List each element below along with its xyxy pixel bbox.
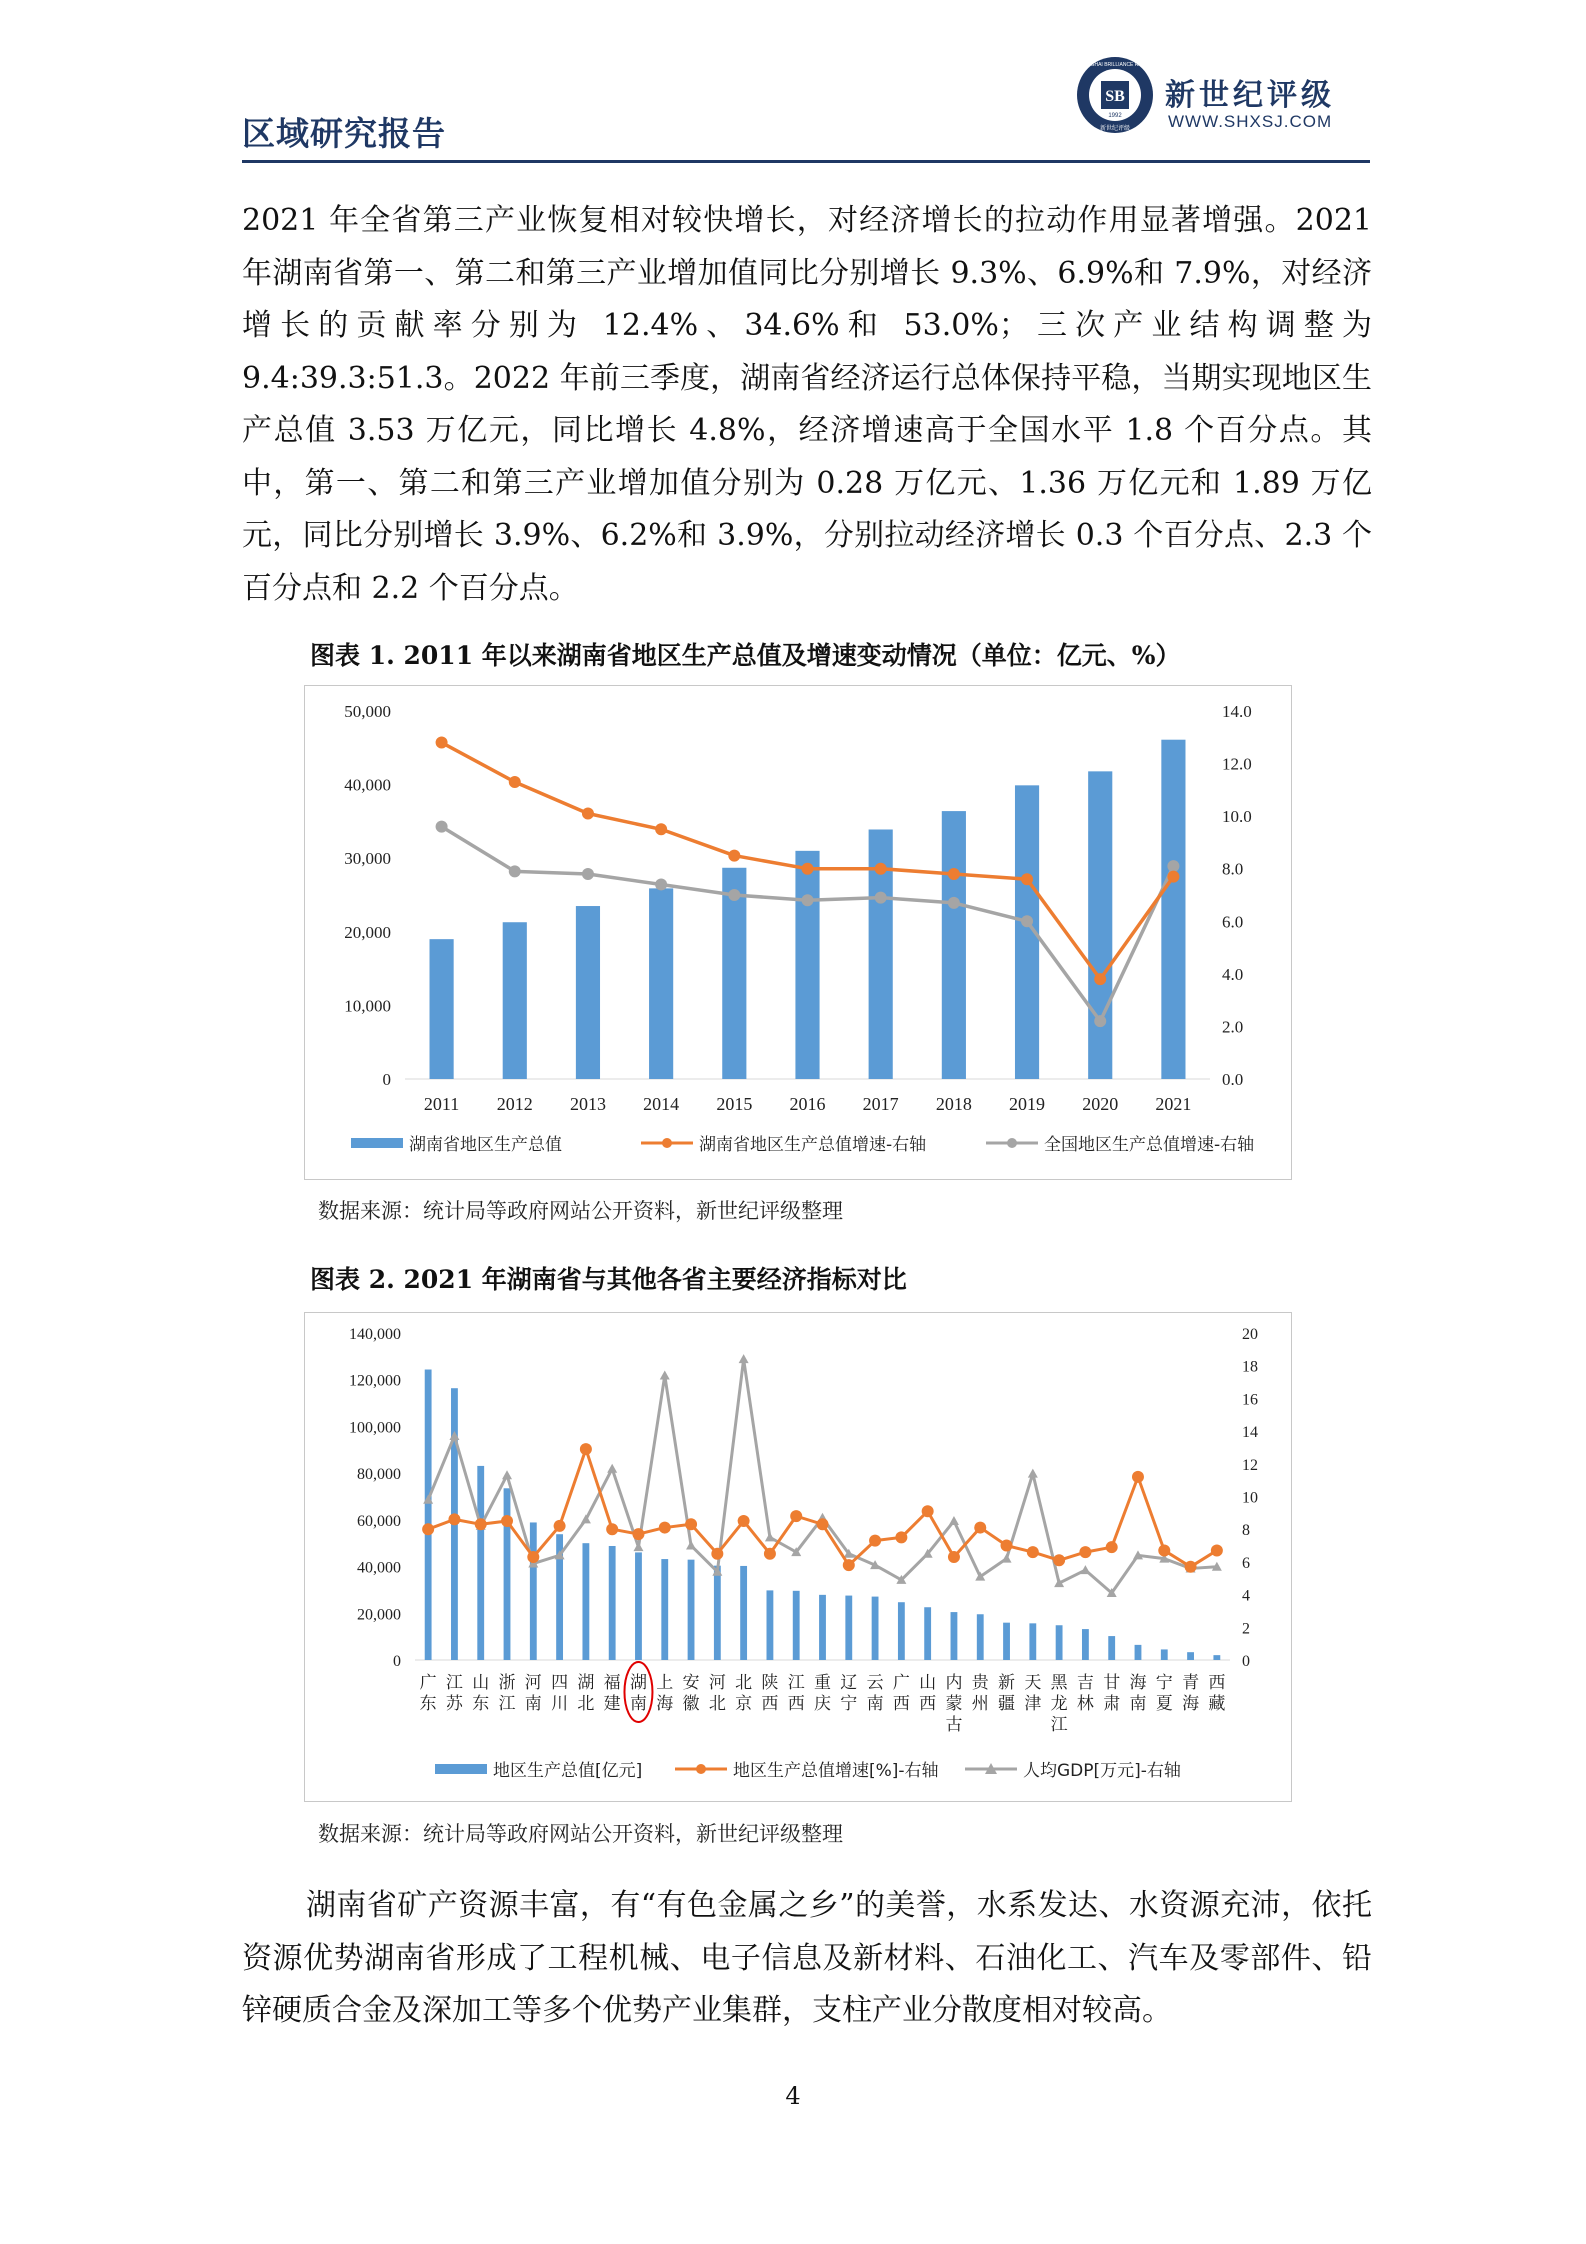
x-category-label: 庆 bbox=[814, 1694, 831, 1714]
series-marker-1-10 bbox=[686, 1541, 696, 1550]
x-category-label: 藏 bbox=[1208, 1694, 1226, 1714]
series-marker-0-8 bbox=[632, 1528, 644, 1540]
x-category-label: 贵 bbox=[971, 1673, 989, 1693]
x-category-label: 西 bbox=[1208, 1673, 1226, 1693]
y-right-tick-label: 4 bbox=[1242, 1587, 1250, 1605]
bar--16 bbox=[845, 1596, 852, 1660]
bar--21 bbox=[977, 1614, 984, 1660]
series-marker-1-10 bbox=[1167, 860, 1179, 872]
bar--0 bbox=[430, 939, 454, 1079]
bar--9 bbox=[1088, 771, 1112, 1079]
y-right-tick-label: 14 bbox=[1242, 1424, 1258, 1442]
x-category-label: 龙 bbox=[1050, 1694, 1068, 1714]
logo-letters: SB bbox=[1105, 88, 1125, 105]
y-left-tick-label: 100,000 bbox=[349, 1419, 401, 1437]
x-category-label: 林 bbox=[1076, 1694, 1094, 1714]
legend-swatch-bar bbox=[435, 1764, 487, 1774]
y-left-tick-label: 20,000 bbox=[344, 922, 391, 942]
series-marker-0-26 bbox=[1106, 1541, 1118, 1553]
y-left-tick-label: 50,000 bbox=[344, 702, 391, 721]
x-category-label: 江 bbox=[445, 1673, 463, 1693]
y-right-tick-label: 14.0 bbox=[1222, 702, 1252, 721]
bar--28 bbox=[1161, 1649, 1168, 1660]
x-category-label: 古 bbox=[945, 1715, 963, 1735]
y-left-tick-label: 60,000 bbox=[357, 1512, 401, 1530]
y-right-tick-label: 6.0 bbox=[1222, 912, 1244, 932]
x-category-label: 江 bbox=[1050, 1715, 1068, 1735]
y-left-tick-label: 30,000 bbox=[344, 849, 391, 869]
series-marker-0-16 bbox=[843, 1559, 855, 1571]
series-marker-1-1 bbox=[509, 865, 521, 877]
x-category-label: 河 bbox=[524, 1673, 542, 1693]
series-marker-1-9 bbox=[1094, 1015, 1106, 1027]
x-category-label: 重 bbox=[814, 1673, 831, 1693]
x-category-label: 津 bbox=[1024, 1694, 1042, 1714]
x-category-label: 海 bbox=[1182, 1694, 1200, 1714]
series-marker-1-6 bbox=[875, 892, 887, 904]
bar--2 bbox=[477, 1466, 484, 1660]
body-paragraph-1: 2021 年全省第三产业恢复相对较快增长，对经济增长的拉动作用显著增强。2021 年湖南省第一、第二和第三产业增加值同比分别增长 9.3%、6.9%和 7.9%，对经济增长的贡献率分别为 12.4%、34.6%和 53.0%；三次产业结构调整为 9.4:39.3:51.3。2022 年前三季度，湖南省经济运行总体保持平稳，当期实现地区生产总值 3.53 万亿元，同比增长 4.8%，经济增速高于全国水平 1.8 个百分点。其中，第一、第二和第三产业增加值分别为 0.28 万亿元、1.36 万亿元和 1.89 万亿元，同比分别增长 3.9%、6.2%和 3.9%，分别拉动经济增长 0.3 个百分点、2.3 个百分点和 2.2 个百分点。 bbox=[242, 203, 1372, 606]
x-category-label: 2012 bbox=[496, 1094, 533, 1114]
series-marker-0-18 bbox=[895, 1531, 907, 1543]
legend-swatch-marker bbox=[662, 1138, 672, 1148]
y-right-tick-label: 20 bbox=[1242, 1326, 1258, 1343]
x-category-label: 2020 bbox=[1082, 1094, 1119, 1114]
series-marker-1-5 bbox=[802, 894, 814, 906]
x-category-label: 北 bbox=[708, 1694, 726, 1714]
bar--20 bbox=[951, 1612, 958, 1660]
x-category-label: 宁 bbox=[840, 1694, 858, 1714]
series-marker-0-8 bbox=[1021, 873, 1033, 885]
series-marker-0-28 bbox=[1158, 1544, 1170, 1556]
x-category-label: 川 bbox=[551, 1694, 569, 1714]
bar--15 bbox=[819, 1595, 826, 1660]
legend-swatch-marker bbox=[1007, 1138, 1017, 1148]
figure-1-source: 数据来源：统计局等政府网站公开资料，新世纪评级整理 bbox=[318, 1199, 843, 1223]
series-marker-0-6 bbox=[875, 863, 887, 875]
y-right-tick-label: 8 bbox=[1242, 1522, 1250, 1540]
series-marker-0-30 bbox=[1211, 1544, 1223, 1556]
x-category-label: 南 bbox=[629, 1694, 647, 1714]
series-marker-0-12 bbox=[738, 1515, 750, 1527]
x-category-label: 西 bbox=[892, 1694, 910, 1714]
brand-url[interactable]: WWW.SHXSJ.COM bbox=[1168, 112, 1333, 131]
series-marker-0-1 bbox=[509, 776, 521, 788]
bar--12 bbox=[740, 1566, 747, 1660]
series-marker-0-11 bbox=[711, 1548, 723, 1560]
x-category-label: 东 bbox=[472, 1694, 490, 1714]
series-marker-1-1 bbox=[449, 1431, 459, 1440]
y-right-tick-label: 4.0 bbox=[1222, 964, 1244, 984]
bar--8 bbox=[635, 1552, 642, 1660]
logo-ring-text: SHANGHAI BRILLIANCE RATING bbox=[1076, 62, 1154, 68]
x-category-label: 陕 bbox=[761, 1673, 779, 1693]
bar--7 bbox=[609, 1546, 616, 1660]
series-marker-0-4 bbox=[527, 1551, 539, 1563]
series-marker-0-24 bbox=[1053, 1554, 1065, 1566]
y-left-tick-label: 0 bbox=[382, 1070, 391, 1089]
x-category-label: 西 bbox=[761, 1694, 779, 1714]
y-right-tick-label: 18 bbox=[1242, 1358, 1258, 1376]
page-number: 4 bbox=[785, 2082, 801, 2110]
series-marker-0-7 bbox=[948, 868, 960, 880]
x-category-label: 西 bbox=[919, 1694, 937, 1714]
bar--30 bbox=[1213, 1655, 1220, 1660]
series-marker-0-2 bbox=[582, 808, 594, 820]
figure-2-chart bbox=[304, 1312, 1292, 1802]
figure-1-title: 图表 1. 2011 年以来湖南省地区生产总值及增速变动情况（单位：亿元、%） bbox=[310, 641, 1181, 670]
series-marker-1-4 bbox=[728, 889, 740, 901]
bar--17 bbox=[872, 1597, 879, 1660]
x-category-label: 2018 bbox=[935, 1094, 972, 1114]
bar--9 bbox=[661, 1559, 668, 1660]
x-category-label: 新 bbox=[998, 1673, 1016, 1693]
series-marker-0-15 bbox=[817, 1518, 829, 1530]
y-left-tick-label: 10,000 bbox=[344, 996, 391, 1016]
x-category-label: 江 bbox=[498, 1694, 516, 1714]
x-category-label: 州 bbox=[971, 1694, 989, 1714]
legend-swatch-bar bbox=[351, 1138, 403, 1148]
bar--5 bbox=[795, 851, 819, 1079]
legend-swatch-marker bbox=[696, 1764, 706, 1774]
x-category-label: 苏 bbox=[445, 1694, 463, 1714]
x-category-label: 青 bbox=[1182, 1673, 1200, 1693]
figure-1-svg bbox=[305, 686, 1293, 1181]
y-right-tick-label: 0 bbox=[1242, 1653, 1250, 1670]
x-category-label: 2017 bbox=[862, 1094, 899, 1114]
brand-name: 新世纪评级 bbox=[1165, 78, 1335, 113]
x-category-label: 2021 bbox=[1155, 1094, 1192, 1114]
series-marker-1-12 bbox=[739, 1354, 749, 1363]
x-category-label: 北 bbox=[577, 1694, 595, 1714]
y-right-tick-label: 16 bbox=[1242, 1391, 1258, 1409]
x-category-label: 山 bbox=[919, 1673, 937, 1693]
series-marker-1-2 bbox=[582, 868, 594, 880]
legend-label: 湖南省地区生产总值 bbox=[409, 1135, 562, 1155]
x-category-label: 夏 bbox=[1155, 1694, 1173, 1714]
bar--18 bbox=[898, 1602, 905, 1660]
bar--22 bbox=[1003, 1623, 1010, 1660]
series-marker-1-9 bbox=[660, 1371, 670, 1380]
y-left-tick-label: 40,000 bbox=[344, 775, 391, 795]
series-marker-1-0 bbox=[436, 821, 448, 833]
legend-label: 全国地区生产总值增速-右轴 bbox=[1044, 1135, 1255, 1155]
y-right-tick-label: 12.0 bbox=[1222, 754, 1252, 774]
bar--3 bbox=[504, 1488, 511, 1660]
series-marker-0-27 bbox=[1132, 1471, 1144, 1483]
x-category-label: 2015 bbox=[716, 1094, 753, 1114]
logo-bottom-text: 新世纪评级 bbox=[1099, 125, 1131, 132]
series-marker-1-3 bbox=[502, 1470, 512, 1479]
series-marker-0-10 bbox=[685, 1518, 697, 1530]
y-right-tick-label: 2 bbox=[1242, 1620, 1250, 1638]
series-marker-0-14 bbox=[790, 1510, 802, 1522]
series-marker-1-7 bbox=[948, 897, 960, 909]
series-marker-0-20 bbox=[948, 1551, 960, 1563]
x-category-label: 南 bbox=[524, 1694, 542, 1714]
x-category-label: 天 bbox=[1024, 1673, 1042, 1693]
bar--1 bbox=[503, 922, 527, 1079]
series-marker-0-3 bbox=[655, 823, 667, 835]
bar--25 bbox=[1082, 1629, 1089, 1660]
y-right-tick-label: 8.0 bbox=[1222, 859, 1244, 879]
legend-label: 地区生产总值[亿元] bbox=[493, 1761, 643, 1781]
y-left-tick-label: 120,000 bbox=[349, 1372, 401, 1390]
x-category-label: 安 bbox=[682, 1673, 700, 1693]
series-marker-0-7 bbox=[606, 1523, 618, 1535]
series-marker-1-7 bbox=[607, 1464, 617, 1473]
x-category-label: 北 bbox=[735, 1673, 753, 1693]
y-right-tick-label: 0.0 bbox=[1222, 1070, 1244, 1089]
series-marker-0-9 bbox=[1094, 973, 1106, 985]
y-right-tick-label: 10 bbox=[1242, 1489, 1258, 1507]
series-marker-0-2 bbox=[475, 1518, 487, 1530]
y-right-tick-label: 6 bbox=[1242, 1554, 1250, 1572]
figure-2-source: 数据来源：统计局等政府网站公开资料，新世纪评级整理 bbox=[318, 1822, 843, 1846]
x-category-label: 2019 bbox=[1009, 1094, 1046, 1114]
series-marker-0-17 bbox=[869, 1535, 881, 1547]
x-category-label: 山 bbox=[472, 1673, 490, 1693]
bar--11 bbox=[714, 1566, 721, 1660]
series-marker-0-23 bbox=[1027, 1546, 1039, 1558]
x-category-label: 广 bbox=[419, 1673, 437, 1693]
y-left-tick-label: 80,000 bbox=[357, 1466, 401, 1484]
x-category-label: 上 bbox=[656, 1673, 674, 1693]
bar--10 bbox=[688, 1560, 695, 1660]
series-marker-0-1 bbox=[448, 1513, 460, 1525]
x-category-label: 内 bbox=[945, 1673, 963, 1693]
figure-2-title: 图表 2. 2021 年湖南省与其他各省主要经济指标对比 bbox=[310, 1265, 907, 1294]
bar--2 bbox=[576, 906, 600, 1079]
series-marker-1-8 bbox=[633, 1542, 643, 1551]
x-category-label: 西 bbox=[787, 1694, 805, 1714]
bar--13 bbox=[767, 1590, 774, 1660]
series-marker-0-21 bbox=[974, 1522, 986, 1534]
series-marker-1-3 bbox=[655, 878, 667, 890]
bar--26 bbox=[1108, 1636, 1115, 1660]
series-marker-0-22 bbox=[1001, 1540, 1013, 1552]
bar--3 bbox=[649, 888, 673, 1079]
x-category-label: 云 bbox=[866, 1673, 884, 1693]
x-category-label: 吉 bbox=[1076, 1673, 1094, 1693]
x-category-label: 广 bbox=[892, 1673, 910, 1693]
y-right-tick-label: 12 bbox=[1242, 1456, 1258, 1474]
bar--10 bbox=[1161, 740, 1185, 1079]
x-category-label: 东 bbox=[419, 1694, 437, 1714]
x-category-label: 建 bbox=[603, 1694, 621, 1714]
x-category-label: 海 bbox=[656, 1694, 674, 1714]
x-category-label: 2011 bbox=[423, 1094, 460, 1114]
series-line-0 bbox=[428, 1449, 1217, 1567]
x-category-label: 江 bbox=[787, 1673, 805, 1693]
x-category-label: 甘 bbox=[1103, 1673, 1121, 1693]
series-marker-1-22 bbox=[1002, 1554, 1012, 1563]
x-category-label: 浙 bbox=[498, 1673, 516, 1693]
x-category-label: 肃 bbox=[1103, 1694, 1121, 1714]
bar--24 bbox=[1056, 1625, 1063, 1660]
series-marker-0-5 bbox=[802, 863, 814, 875]
series-marker-0-10 bbox=[1167, 871, 1179, 883]
x-category-label: 2014 bbox=[643, 1094, 680, 1114]
bar--4 bbox=[530, 1522, 537, 1660]
series-marker-1-13 bbox=[765, 1532, 775, 1541]
legend-label: 地区生产总值增速[%]-右轴 bbox=[733, 1761, 939, 1781]
bar--14 bbox=[793, 1591, 800, 1660]
x-category-label: 福 bbox=[603, 1673, 621, 1693]
legend-label: 湖南省地区生产总值增速-右轴 bbox=[699, 1135, 927, 1155]
x-category-label: 河 bbox=[708, 1673, 726, 1693]
x-category-label: 2013 bbox=[569, 1094, 606, 1114]
series-marker-0-0 bbox=[436, 737, 448, 749]
series-marker-0-5 bbox=[554, 1520, 566, 1532]
series-marker-1-23 bbox=[1028, 1469, 1038, 1478]
y-right-tick-label: 10.0 bbox=[1222, 807, 1252, 827]
y-right-tick-label: 2.0 bbox=[1222, 1017, 1244, 1037]
series-marker-0-13 bbox=[764, 1548, 776, 1560]
x-category-label: 南 bbox=[866, 1694, 884, 1714]
y-left-tick-label: 20,000 bbox=[357, 1606, 401, 1624]
series-marker-1-8 bbox=[1021, 915, 1033, 927]
series-marker-0-6 bbox=[580, 1443, 592, 1455]
x-category-label: 2016 bbox=[789, 1094, 826, 1114]
bar--0 bbox=[425, 1370, 432, 1660]
logo-year: 1992 bbox=[1108, 113, 1122, 119]
legend-label: 人均GDP[万元]-右轴 bbox=[1023, 1761, 1181, 1781]
y-left-tick-label: 140,000 bbox=[349, 1326, 401, 1343]
header-divider bbox=[242, 160, 1370, 163]
x-category-label: 蒙 bbox=[945, 1694, 963, 1714]
x-category-label: 徽 bbox=[682, 1694, 700, 1714]
bar--27 bbox=[1135, 1645, 1142, 1660]
series-marker-1-0 bbox=[423, 1495, 433, 1504]
series-marker-0-29 bbox=[1185, 1561, 1197, 1573]
brand-logo-icon bbox=[1075, 55, 1155, 135]
bar--23 bbox=[1029, 1623, 1036, 1660]
series-marker-1-25 bbox=[1080, 1565, 1090, 1574]
x-category-label: 黑 bbox=[1050, 1673, 1068, 1693]
bar--7 bbox=[942, 811, 966, 1079]
series-marker-0-4 bbox=[728, 850, 740, 862]
series-marker-0-0 bbox=[422, 1523, 434, 1535]
series-marker-0-3 bbox=[501, 1515, 513, 1527]
x-category-label: 湖 bbox=[629, 1673, 647, 1693]
x-category-label: 四 bbox=[551, 1673, 569, 1693]
series-marker-1-20 bbox=[949, 1516, 959, 1525]
x-category-label: 疆 bbox=[998, 1694, 1016, 1714]
figure-1-chart bbox=[304, 685, 1292, 1180]
x-category-label: 宁 bbox=[1155, 1673, 1173, 1693]
x-category-label: 京 bbox=[735, 1694, 753, 1714]
x-category-label: 南 bbox=[1129, 1694, 1147, 1714]
figure-2-svg bbox=[305, 1313, 1293, 1803]
series-marker-0-9 bbox=[659, 1522, 671, 1534]
x-category-label: 湖 bbox=[577, 1673, 595, 1693]
bar--29 bbox=[1187, 1652, 1194, 1660]
series-marker-0-25 bbox=[1079, 1546, 1091, 1558]
series-marker-0-19 bbox=[922, 1505, 934, 1517]
y-left-tick-label: 40,000 bbox=[357, 1559, 401, 1577]
bar--6 bbox=[582, 1543, 589, 1660]
x-category-label: 海 bbox=[1129, 1673, 1147, 1693]
bar--19 bbox=[924, 1607, 931, 1660]
series-line-1 bbox=[428, 1359, 1217, 1593]
y-left-tick-label: 0 bbox=[393, 1653, 401, 1670]
report-title: 区域研究报告 bbox=[242, 114, 446, 153]
x-category-label: 辽 bbox=[840, 1673, 858, 1693]
body-paragraph-2: 湖南省矿产资源丰富，有“有色金属之乡”的美誉，水系发达、水资源充沛，依托资源优势湖南省形成了工程机械、电子信息及新材料、石油化工、汽车及零部件、铅锌硬质合金及深加工等多个优势产业集群，支柱产业分散度相对较高。 bbox=[242, 1888, 1372, 2028]
